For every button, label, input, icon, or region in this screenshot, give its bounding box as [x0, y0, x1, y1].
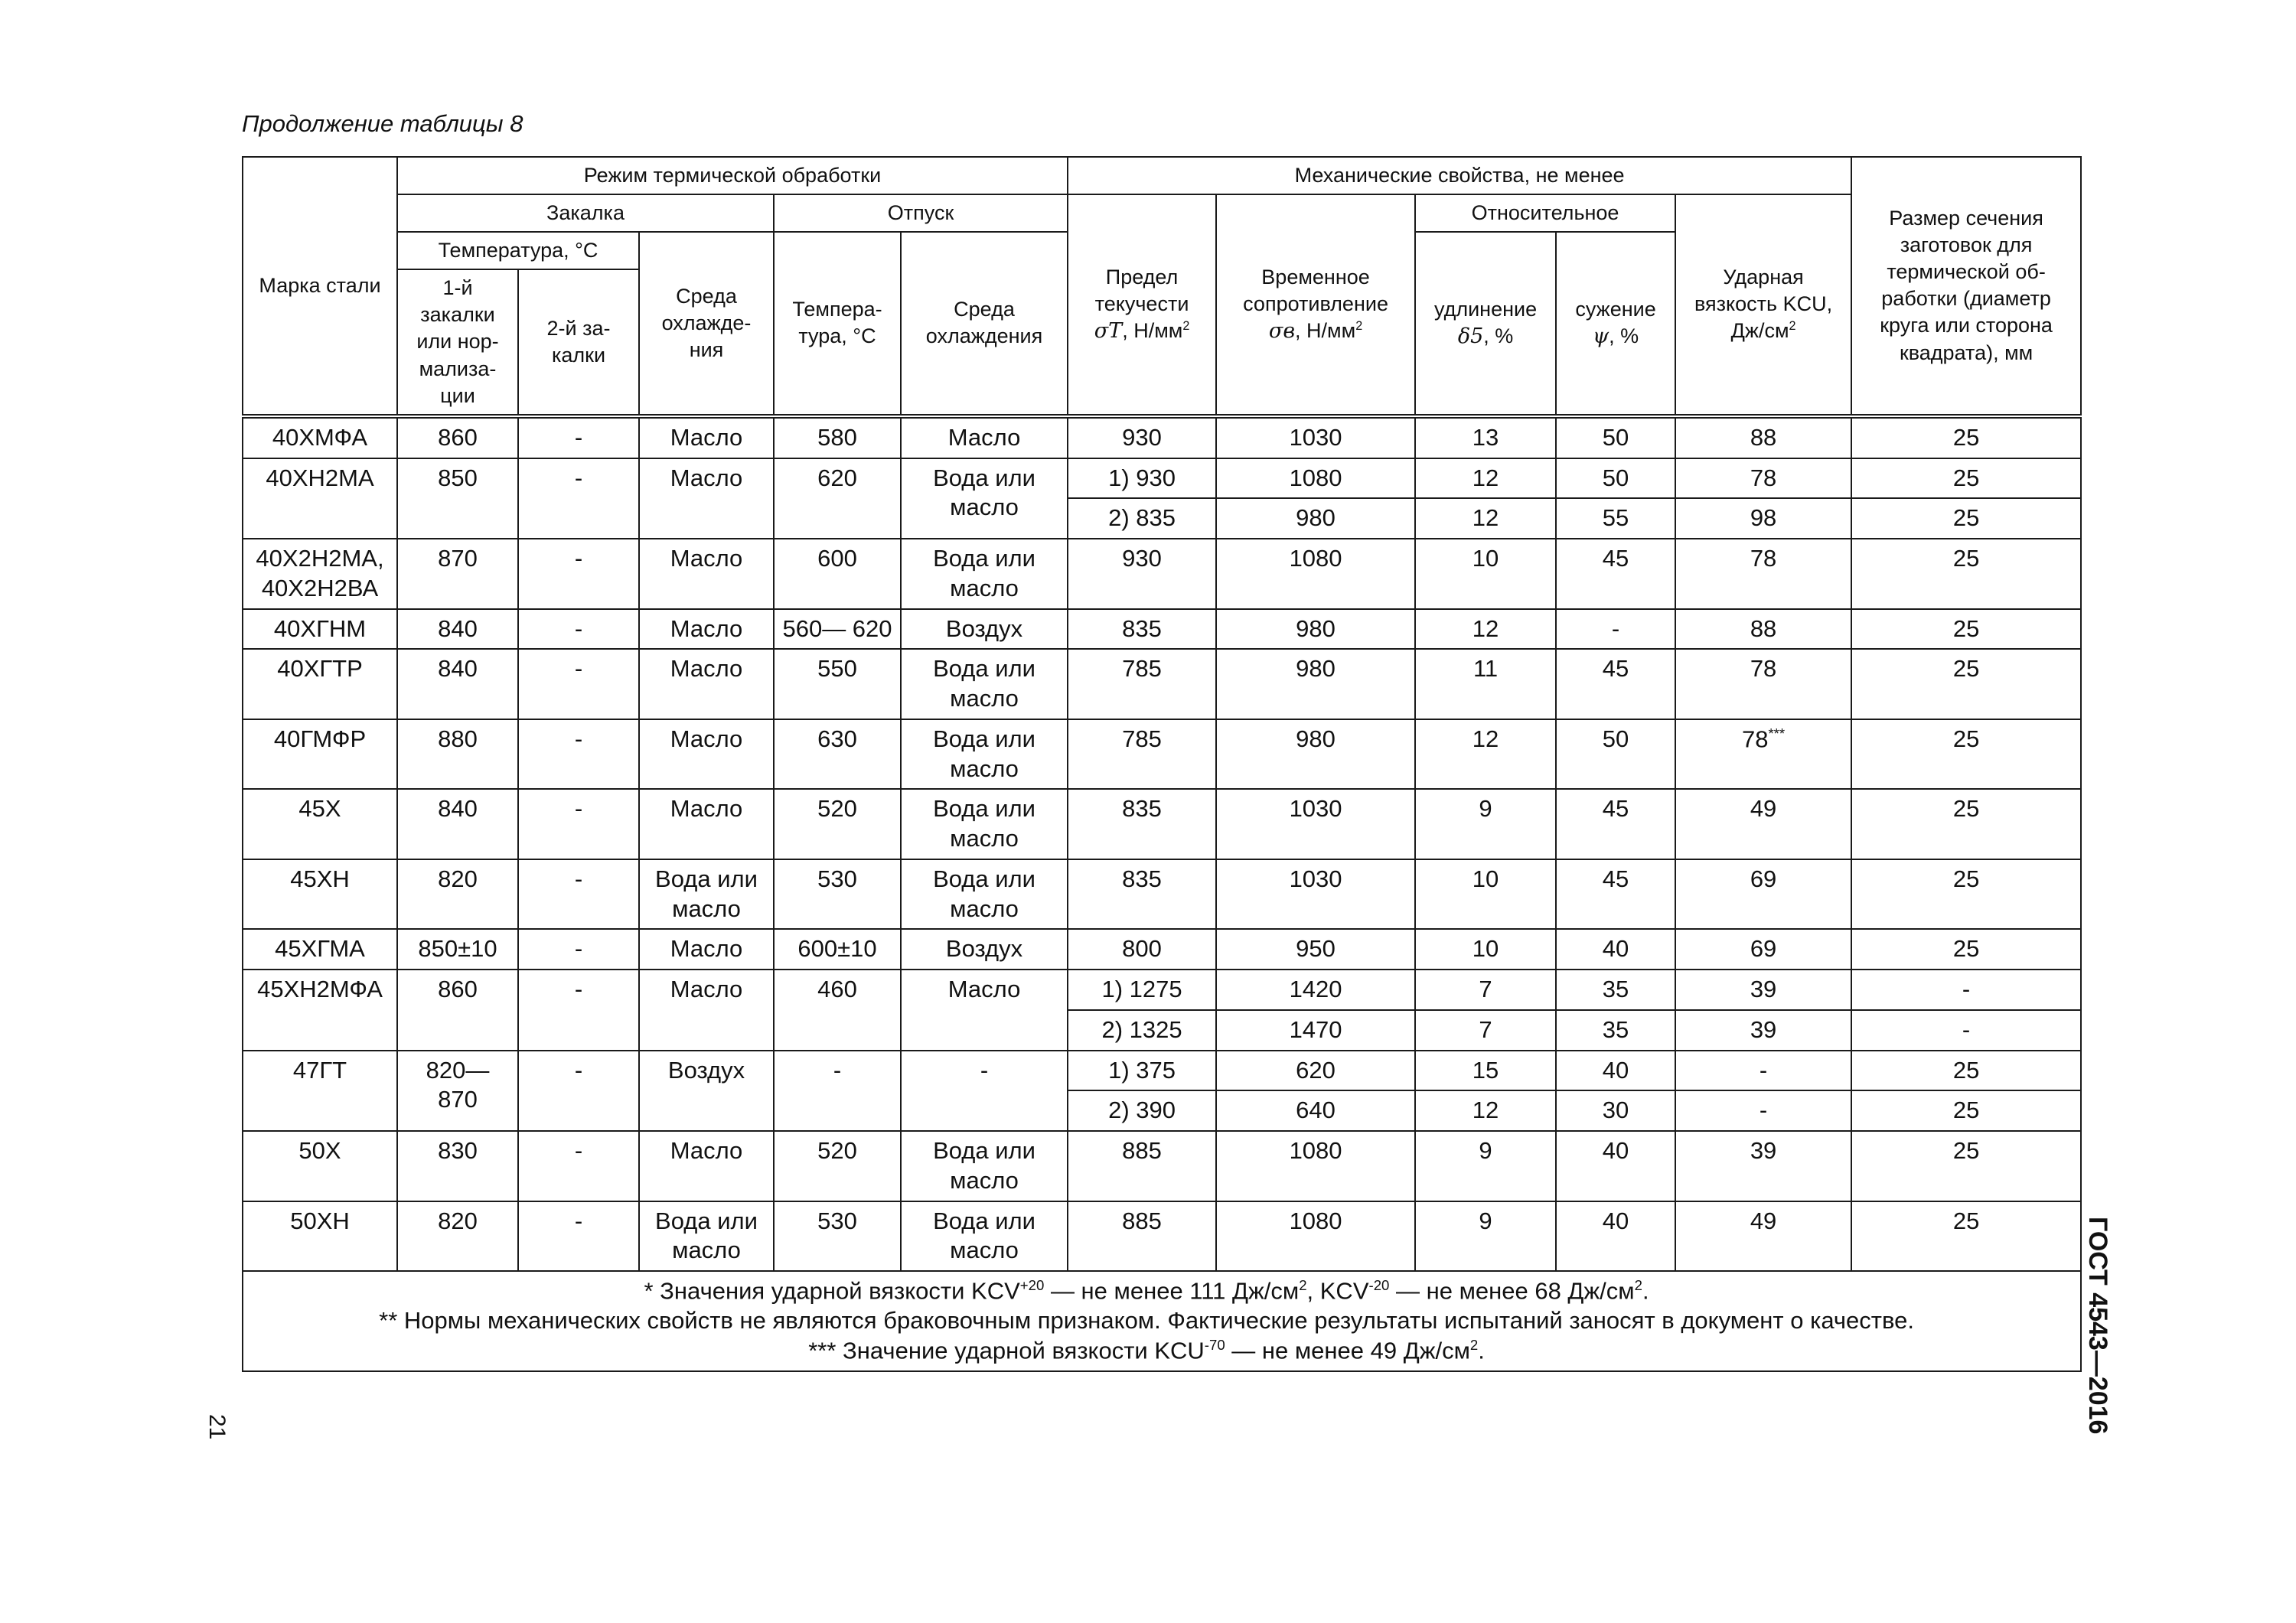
cell-tensile-strength: 1030 [1216, 859, 1415, 930]
cell-yield-strength: 2) 390 [1068, 1090, 1216, 1131]
cell-yield-strength: 800 [1068, 929, 1216, 970]
cell-temper-medium: - [901, 1051, 1068, 1132]
cell-section-size: 25 [1851, 859, 2081, 930]
cell-first-quench-temp: 860 [397, 970, 518, 1051]
cell-second-quench-temp: - [518, 789, 639, 859]
cell-tensile-strength: 980 [1216, 719, 1415, 790]
cell-reduction: 40 [1556, 1131, 1675, 1201]
cell-second-quench-temp: - [518, 859, 639, 930]
header-temper-temperature: Темпера-тура, °С [774, 232, 901, 416]
cell-impact-strength: 69 [1675, 929, 1851, 970]
cell-yield-strength: 930 [1068, 416, 1216, 458]
cell-elongation: 9 [1415, 1131, 1556, 1201]
cell-second-quench-temp: - [518, 719, 639, 790]
cell-temper-temp: 620 [774, 458, 901, 539]
cell-reduction: - [1556, 609, 1675, 650]
cell-grade: 40ХГТР [243, 649, 397, 719]
table-row [243, 609, 2081, 650]
header-tensile-strength: Временное сопротивление σв, $Н/мм^2$ [1216, 194, 1415, 416]
document-standard-label: ГОСТ 4543—2016 [2083, 1217, 2112, 1435]
cell-impact-strength: 78 [1675, 458, 1851, 499]
cell-elongation: 12 [1415, 609, 1556, 650]
cell-yield-strength: 885 [1068, 1201, 1216, 1272]
cell-grade: 47ГТ [243, 1051, 397, 1132]
cell-temper-medium: Масло [901, 970, 1068, 1051]
cell-second-quench-temp: - [518, 970, 639, 1051]
cell-tensile-strength: 980 [1216, 649, 1415, 719]
cell-section-size: 25 [1851, 609, 2081, 650]
cell-temper-temp: 530 [774, 1201, 901, 1272]
cell-impact-strength: 49 [1675, 1201, 1851, 1272]
cell-temper-medium: Вода или масло [901, 1201, 1068, 1272]
cell-grade: 45ХГМА [243, 929, 397, 970]
table-row [243, 1201, 2081, 1272]
cell-yield-strength: 785 [1068, 649, 1216, 719]
cell-elongation: 10 [1415, 859, 1556, 930]
cell-impact-strength: 39 [1675, 970, 1851, 1010]
cell-elongation: 10 [1415, 539, 1556, 609]
table-row [243, 458, 2081, 499]
cell-section-size: 25 [1851, 539, 2081, 609]
cell-tensile-strength: 980 [1216, 609, 1415, 650]
cell-first-quench-temp: 850±10 [397, 929, 518, 970]
cell-impact-strength: 88 [1675, 609, 1851, 650]
header-cooling-medium-quench: Среда охлажде-ния [639, 232, 774, 416]
cell-yield-strength: 1) 930 [1068, 458, 1216, 499]
cell-first-quench-temp: 860 [397, 416, 518, 458]
cell-second-quench-temp: - [518, 1051, 639, 1132]
cell-reduction: 35 [1556, 1010, 1675, 1051]
footnote-1: * Значения ударной вязкости $KCV^{+20}$ — не менее 111 $Дж/см^2$, $KCV^{-20}$ — не менее 68 $Дж/см^2$. [644, 1277, 1649, 1305]
header-section-size: Размер сечения заготовок для термической об-работки (диаметр круга или сторона квадрата), мм [1851, 157, 2081, 416]
cell-impact-strength: 88 [1675, 416, 1851, 458]
header-impact-strength: Ударная вязкость KCU, $Дж/см^2$ [1675, 194, 1851, 416]
cell-elongation: 10 [1415, 929, 1556, 970]
cell-first-quench-temp: 820 [397, 1201, 518, 1272]
cell-reduction: 40 [1556, 929, 1675, 970]
cell-reduction: 40 [1556, 1051, 1675, 1091]
cell-section-size: - [1851, 1010, 2081, 1051]
header-cooling-medium-temper: Среда охлаждения [901, 232, 1068, 416]
cell-impact-strength: 39 [1675, 1010, 1851, 1051]
table-row [243, 719, 2081, 790]
cell-yield-strength: 785 [1068, 719, 1216, 790]
header-tempering: Отпуск [774, 194, 1068, 232]
cell-section-size: 25 [1851, 498, 2081, 539]
header-heat-treatment: Режим термической обработки [397, 157, 1068, 194]
cell-yield-strength: 835 [1068, 859, 1216, 930]
table-caption: Продолжение таблицы 8 [242, 110, 523, 137]
cell-elongation: 12 [1415, 719, 1556, 790]
cell-quench-medium: Масло [639, 649, 774, 719]
cell-impact-strength: 69 [1675, 859, 1851, 930]
cell-quench-medium: Масло [639, 458, 774, 539]
cell-elongation: 11 [1415, 649, 1556, 719]
cell-temper-temp: 530 [774, 859, 901, 930]
cell-second-quench-temp: - [518, 929, 639, 970]
cell-grade: 40ГМФР [243, 719, 397, 790]
cell-section-size: 25 [1851, 1201, 2081, 1272]
cell-tensile-strength: 1080 [1216, 458, 1415, 499]
cell-tensile-strength: 1030 [1216, 789, 1415, 859]
cell-second-quench-temp: - [518, 539, 639, 609]
cell-elongation: 12 [1415, 1090, 1556, 1131]
cell-temper-medium: Вода или масло [901, 649, 1068, 719]
cell-temper-temp: 630 [774, 719, 901, 790]
cell-section-size: 25 [1851, 719, 2081, 790]
cell-first-quench-temp: 840 [397, 789, 518, 859]
cell-reduction: 50 [1556, 719, 1675, 790]
cell-temper-temp: 520 [774, 1131, 901, 1201]
header-reduction: сужение ψ, % [1556, 232, 1675, 416]
cell-impact-strength: - [1675, 1090, 1851, 1131]
cell-temper-medium: Вода или масло [901, 859, 1068, 930]
cell-yield-strength: 885 [1068, 1131, 1216, 1201]
cell-tensile-strength: 1420 [1216, 970, 1415, 1010]
cell-temper-medium: Вода или масло [901, 1131, 1068, 1201]
cell-reduction: 45 [1556, 789, 1675, 859]
cell-elongation: 12 [1415, 498, 1556, 539]
cell-tensile-strength: 950 [1216, 929, 1415, 970]
cell-temper-medium: Вода или масло [901, 539, 1068, 609]
cell-elongation: 13 [1415, 416, 1556, 458]
cell-temper-temp: 460 [774, 970, 901, 1051]
table-body [243, 416, 2081, 1271]
cell-yield-strength: 1) 1275 [1068, 970, 1216, 1010]
cell-yield-strength: 930 [1068, 539, 1216, 609]
cell-reduction: 45 [1556, 649, 1675, 719]
table-row [243, 539, 2081, 609]
cell-grade: 40ХН2МА [243, 458, 397, 539]
cell-yield-strength: 835 [1068, 609, 1216, 650]
cell-quench-medium: Масло [639, 929, 774, 970]
cell-impact-strength: 78*** [1675, 719, 1851, 790]
cell-first-quench-temp: 870 [397, 539, 518, 609]
cell-impact-strength: - [1675, 1051, 1851, 1091]
cell-reduction: 55 [1556, 498, 1675, 539]
cell-temper-medium: Воздух [901, 929, 1068, 970]
cell-first-quench-temp: 880 [397, 719, 518, 790]
cell-reduction: 50 [1556, 458, 1675, 499]
cell-quench-medium: Масло [639, 789, 774, 859]
cell-temper-temp: - [774, 1051, 901, 1132]
cell-yield-strength: 2) 835 [1068, 498, 1216, 539]
cell-grade: 45Х [243, 789, 397, 859]
cell-first-quench-temp: 840 [397, 649, 518, 719]
cell-quench-medium: Масло [639, 970, 774, 1051]
cell-first-quench-temp: 850 [397, 458, 518, 539]
cell-reduction: 45 [1556, 539, 1675, 609]
cell-grade: 40ХМФА [243, 416, 397, 458]
cell-grade: 50Х [243, 1131, 397, 1201]
header-second-quench: 2-й за-калки [518, 269, 639, 416]
cell-quench-medium: Вода или масло [639, 1201, 774, 1272]
header-grade: Марка стали [243, 157, 397, 416]
cell-impact-strength: 98 [1675, 498, 1851, 539]
cell-temper-temp: 600±10 [774, 929, 901, 970]
cell-tensile-strength: 1030 [1216, 416, 1415, 458]
cell-quench-medium: Масло [639, 539, 774, 609]
steel-properties-table [242, 156, 2082, 1372]
cell-section-size: 25 [1851, 416, 2081, 458]
cell-section-size: 25 [1851, 789, 2081, 859]
cell-temper-medium: Масло [901, 416, 1068, 458]
header-temperature: Температура, °С [397, 232, 639, 269]
cell-first-quench-temp: 830 [397, 1131, 518, 1201]
cell-quench-medium: Масло [639, 416, 774, 458]
table-row [243, 929, 2081, 970]
cell-section-size: 25 [1851, 458, 2081, 499]
cell-section-size: 25 [1851, 1051, 2081, 1091]
cell-temper-medium: Вода или масло [901, 458, 1068, 539]
table-row [243, 789, 2081, 859]
cell-temper-temp: 600 [774, 539, 901, 609]
table-row [243, 416, 2081, 458]
cell-first-quench-temp: 840 [397, 609, 518, 650]
cell-quench-medium: Масло [639, 1131, 774, 1201]
cell-elongation: 7 [1415, 1010, 1556, 1051]
cell-elongation: 15 [1415, 1051, 1556, 1091]
cell-section-size: - [1851, 970, 2081, 1010]
cell-temper-temp: 560— 620 [774, 609, 901, 650]
header-first-quench: 1-й закалки или нор-мализа-ции [397, 269, 518, 416]
cell-yield-strength: 1) 375 [1068, 1051, 1216, 1091]
table-row [243, 1051, 2081, 1091]
cell-reduction: 50 [1556, 416, 1675, 458]
cell-elongation: 12 [1415, 458, 1556, 499]
cell-section-size: 25 [1851, 1090, 2081, 1131]
cell-second-quench-temp: - [518, 458, 639, 539]
cell-impact-strength: 78 [1675, 539, 1851, 609]
header-mechanical-properties: Механические свойства, не менее [1068, 157, 1851, 194]
page-number: 21 [204, 1414, 230, 1440]
table-row [243, 859, 2081, 930]
cell-tensile-strength: 1470 [1216, 1010, 1415, 1051]
cell-tensile-strength: 1080 [1216, 1201, 1415, 1272]
cell-quench-medium: Масло [639, 609, 774, 650]
cell-elongation: 7 [1415, 970, 1556, 1010]
table-row [243, 1131, 2081, 1201]
cell-temper-temp: 580 [774, 416, 901, 458]
cell-first-quench-temp: 820 [397, 859, 518, 930]
cell-reduction: 40 [1556, 1201, 1675, 1272]
cell-first-quench-temp: 820— 870 [397, 1051, 518, 1132]
cell-quench-medium: Воздух [639, 1051, 774, 1132]
cell-yield-strength: 835 [1068, 789, 1216, 859]
footnotes [243, 1271, 2081, 1371]
table-row [243, 970, 2081, 1010]
cell-elongation: 9 [1415, 789, 1556, 859]
footnote-3: *** Значение ударной вязкости $KCU^{-70}$ — не менее 49 $Дж/см^2$. [808, 1336, 1485, 1364]
cell-reduction: 45 [1556, 859, 1675, 930]
cell-temper-medium: Воздух [901, 609, 1068, 650]
footnote-2: ** Нормы механических свойств не являются браковочным признаком. Фактические результаты испытаний заносят в документ о качестве. [379, 1307, 1914, 1335]
cell-impact-strength: 78 [1675, 649, 1851, 719]
header-quench: Закалка [397, 194, 774, 232]
header-elongation: удлинение δ5, % [1415, 232, 1556, 416]
cell-elongation: 9 [1415, 1201, 1556, 1272]
cell-tensile-strength: 620 [1216, 1051, 1415, 1091]
cell-grade: 45ХН [243, 859, 397, 930]
cell-quench-medium: Масло [639, 719, 774, 790]
cell-impact-strength: 49 [1675, 789, 1851, 859]
cell-tensile-strength: 640 [1216, 1090, 1415, 1131]
cell-yield-strength: 2) 1325 [1068, 1010, 1216, 1051]
cell-second-quench-temp: - [518, 649, 639, 719]
cell-temper-temp: 550 [774, 649, 901, 719]
cell-temper-medium: Вода или масло [901, 719, 1068, 790]
cell-tensile-strength: 1080 [1216, 539, 1415, 609]
cell-second-quench-temp: - [518, 609, 639, 650]
header-relative: Относительное [1415, 194, 1675, 232]
cell-grade: 45ХН2МФА [243, 970, 397, 1051]
cell-temper-temp: 520 [774, 789, 901, 859]
cell-second-quench-temp: - [518, 416, 639, 458]
cell-grade: 40ХГНМ [243, 609, 397, 650]
cell-tensile-strength: 980 [1216, 498, 1415, 539]
cell-quench-medium: Вода или масло [639, 859, 774, 930]
cell-impact-strength: 39 [1675, 1131, 1851, 1201]
cell-second-quench-temp: - [518, 1201, 639, 1272]
cell-tensile-strength: 1080 [1216, 1131, 1415, 1201]
cell-section-size: 25 [1851, 1131, 2081, 1201]
cell-grade: 50ХН [243, 1201, 397, 1272]
cell-section-size: 25 [1851, 929, 2081, 970]
cell-section-size: 25 [1851, 649, 2081, 719]
cell-reduction: 30 [1556, 1090, 1675, 1131]
cell-second-quench-temp: - [518, 1131, 639, 1201]
header-yield-strength: Предел текучести σТ, $Н/мм^2$ [1068, 194, 1216, 416]
cell-reduction: 35 [1556, 970, 1675, 1010]
cell-grade: 40Х2Н2МА, 40Х2Н2ВА [243, 539, 397, 609]
cell-temper-medium: Вода или масло [901, 789, 1068, 859]
table-row [243, 649, 2081, 719]
